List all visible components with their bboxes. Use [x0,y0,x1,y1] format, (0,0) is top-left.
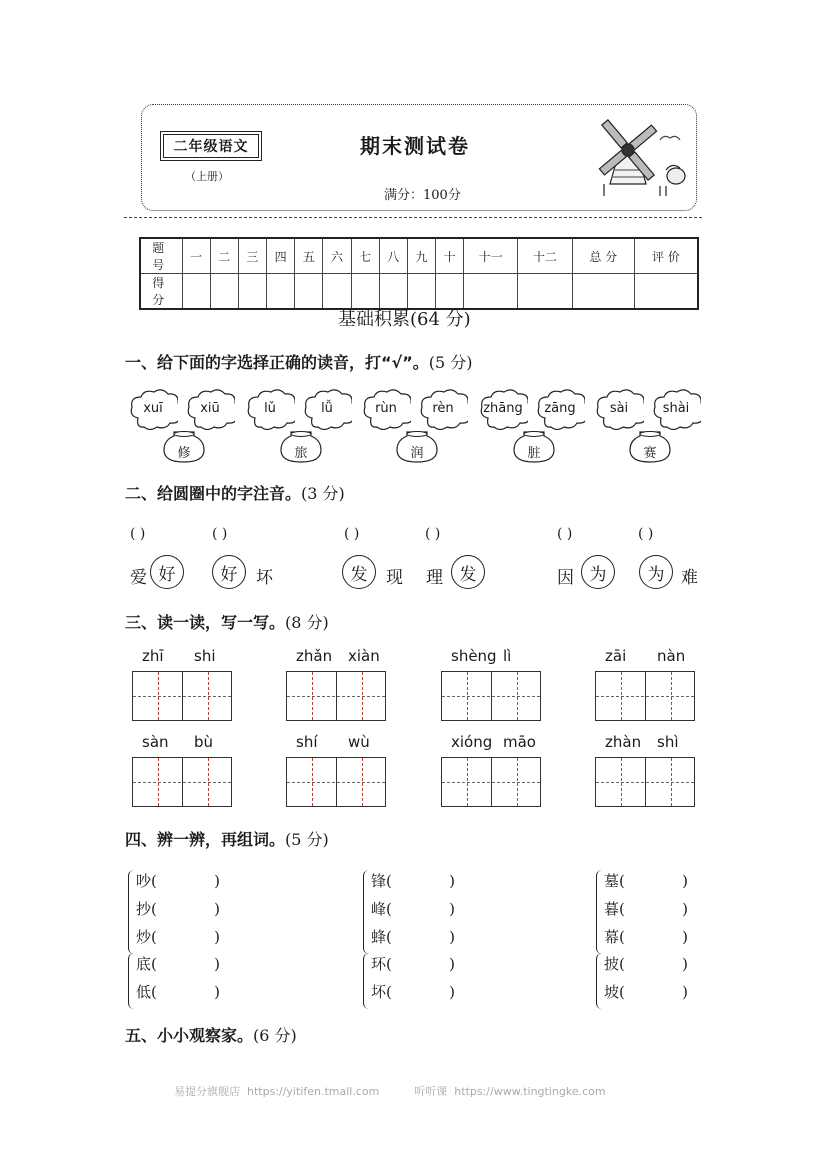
writing-grid[interactable] [286,757,386,807]
pinyin-option-cloud[interactable] [128,388,178,430]
table-header-cell: 二 [210,238,238,274]
table-row [140,274,698,310]
pinyin-syllable: nàn [657,647,686,665]
section5-points: (6 分) [253,1026,297,1045]
pinyin-option-cloud[interactable] [245,388,295,430]
word-formation-item[interactable]: 幕( ) [604,928,688,946]
word-formation-item[interactable]: 吵( ) [136,872,220,890]
word-formation-item[interactable]: 坏( ) [371,983,455,1001]
group-brace [128,953,134,1009]
group-brace [128,870,134,954]
grid-guide [517,672,518,720]
pinyin-option-cloud[interactable] [594,388,644,430]
word-char: 坏 [256,568,273,588]
answer-blank[interactable]: ( ) [344,526,360,542]
pinyin-syllable: shì [657,733,679,751]
circled-char: 发 [451,555,485,589]
table-header-cell: 评 价 [634,238,698,274]
footer-watermark: 易提分旗舰店 https://yitifen.tmall.com 听听课 https://www.tingtingke.com [174,1085,606,1098]
word-formation-item[interactable]: 抄( ) [136,900,220,918]
pinyin-syllable: zhǎn [296,647,333,665]
grid-guide [596,696,694,697]
table-header-cell: 九 [407,238,435,274]
grid-guide [362,672,363,720]
word-formation-item[interactable]: 暮( ) [604,900,688,918]
grid-guide [467,758,468,806]
grid-guide [133,782,231,783]
pinyin-syllable: bù [194,733,214,751]
table-header-cell: 十一 [464,238,518,274]
grid-guide [671,672,672,720]
pinyin-option: lǔ [264,401,276,416]
circled-char: 为 [639,555,673,589]
pinyin-option: xiū [200,401,220,416]
section2-points: (3 分) [301,484,345,503]
word-char: 爱 [130,568,147,588]
score-cell[interactable] [407,274,435,310]
pinyin-syllable: xiàn [348,647,380,665]
score-cell[interactable] [634,274,698,310]
grid-guide [467,672,468,720]
writing-grid[interactable] [441,757,541,807]
score-cell[interactable] [295,274,323,310]
word-formation-item[interactable]: 低( ) [136,983,220,1001]
score-cell[interactable] [379,274,407,310]
target-character: 润 [410,446,424,461]
pinyin-option: rùn [375,401,397,416]
pinyin-syllable: māo [503,733,536,751]
section3-title-text: 三、读一读，写一写。 [125,613,286,632]
circled-char: 为 [581,555,615,589]
grid-guide [671,758,672,806]
score-cell[interactable] [518,274,572,310]
pinyin-option: sài [609,401,629,416]
word-formation-item[interactable]: 坡( ) [604,983,688,1001]
grid-guide [287,696,385,697]
grade-tag [160,131,262,161]
score-cell[interactable] [267,274,295,310]
word-formation-item[interactable]: 墓( ) [604,872,688,890]
score-cell[interactable] [238,274,266,310]
writing-grid[interactable] [286,671,386,721]
circled-char: 好 [150,555,184,589]
volume-label: （上册） [185,170,229,183]
pinyin-syllable: zāi [605,647,627,665]
pinyin-option-cloud[interactable] [478,388,528,430]
character-pot [628,430,672,464]
table-header-cell: 总 分 [572,238,634,274]
answer-blank[interactable]: ( ) [212,526,228,542]
answer-blank[interactable]: ( ) [638,526,654,542]
word-formation-item[interactable]: 炒( ) [136,928,220,946]
word-char: 因 [557,568,574,588]
part-title: 基础积累(64 分) [338,309,471,330]
pinyin-syllable: lì [503,647,512,665]
section5-title-text: 五、小小观察家。 [125,1026,254,1045]
pinyin-syllable: shi [194,647,216,665]
section1-title-text: 一、给下面的字选择正确的读音，打“√”。 [125,353,429,372]
grid-guide [442,696,540,697]
grid-guide [133,696,231,697]
word-formation-item[interactable]: 蜂( ) [371,928,455,946]
word-formation-item[interactable]: 环( ) [371,955,455,973]
pinyin-option: zāng [544,401,576,416]
table-header-cell: 六 [323,238,351,274]
table-header-cell: 三 [238,238,266,274]
character-pot [395,430,439,464]
section2-title-text: 二、给圆圈中的字注音。 [125,484,302,503]
pinyin-option-cloud[interactable] [302,388,352,430]
table-header-cell: 八 [379,238,407,274]
table-header-cell: 四 [267,238,295,274]
grid-guide [208,672,209,720]
character-pot [162,430,206,464]
table-header-cell: 五 [295,238,323,274]
section3-title [125,610,329,633]
target-character: 旅 [294,446,308,461]
pinyin-option-cloud[interactable] [361,388,411,430]
pinyin-option-cloud[interactable] [185,388,235,430]
score-cell[interactable] [323,274,351,310]
grid-guide [158,758,159,806]
windmill-illustration [588,112,692,206]
pinyin-syllable: sàn [142,733,169,751]
pinyin-option: zhāng [483,401,523,416]
word-formation-item[interactable]: 峰( ) [371,900,455,918]
grid-guide [596,782,694,783]
word-formation-item[interactable]: 底( ) [136,955,220,973]
answer-blank[interactable]: ( ) [425,526,441,542]
table-header-cell: 十 [436,238,464,274]
word-formation-item[interactable]: 披( ) [604,955,688,973]
table-row-label: 题 号 [140,238,182,274]
pinyin-option: shài [662,401,690,416]
target-character: 脏 [527,446,541,461]
pinyin-option: rèn [432,401,454,416]
grid-guide [312,672,313,720]
grade-tag-label: 二年级语文 [163,134,259,158]
character-pot [279,430,323,464]
section1-title [125,350,472,373]
section4-title [125,827,329,850]
pinyin-syllable: zhàn [605,733,642,751]
answer-blank[interactable]: ( ) [557,526,573,542]
writing-grid[interactable] [595,757,695,807]
grid-guide [362,758,363,806]
table-header-cell: 一 [182,238,210,274]
score-cell[interactable] [182,274,210,310]
circled-char: 好 [212,555,246,589]
score-cell[interactable] [572,274,634,310]
target-character: 修 [177,446,191,461]
table-header-cell: 七 [351,238,379,274]
writing-grid[interactable] [132,757,232,807]
pinyin-option: lǚ [321,401,333,416]
section5-title [125,1023,297,1046]
grid-guide [312,758,313,806]
pinyin-syllable: wù [348,733,370,751]
grid-guide [442,782,540,783]
pinyin-option-cloud[interactable] [418,388,468,430]
writing-grid[interactable] [132,671,232,721]
pinyin-syllable: zhī [142,647,164,665]
grid-guide [158,672,159,720]
table-row [140,238,698,274]
full-score: 满分：100分 [384,188,461,203]
score-cell[interactable] [464,274,518,310]
score-cell[interactable] [210,274,238,310]
pinyin-syllable: xióng [451,733,493,751]
score-table [139,237,699,310]
group-brace [596,953,602,1009]
section4-points: (5 分) [285,830,329,849]
character-pot [512,430,556,464]
writing-grid[interactable] [441,671,541,721]
word-char: 难 [681,568,698,588]
page-title: 期末测试卷 [360,134,470,158]
pinyin-syllable: shèng [451,647,497,665]
pinyin-syllable: shí [296,733,318,751]
score-cell[interactable] [436,274,464,310]
section1-points: (5 分) [428,353,473,372]
target-character: 赛 [643,446,657,461]
table-row-label: 得 分 [140,274,182,310]
pinyin-option-cloud[interactable] [535,388,585,430]
circled-char: 发 [342,555,376,589]
grid-guide [621,672,622,720]
word-char: 现 [386,568,403,588]
grid-guide [517,758,518,806]
group-brace [363,870,369,954]
table-header-cell: 十二 [518,238,572,274]
answer-blank[interactable]: ( ) [130,526,146,542]
score-cell[interactable] [351,274,379,310]
section3-points: (8 分) [285,613,329,632]
group-brace [596,870,602,954]
grid-guide [287,782,385,783]
group-brace [363,953,369,1009]
pinyin-option: xuī [143,401,163,416]
section2-title [125,481,345,504]
grid-guide [621,758,622,806]
divider [124,217,702,218]
word-formation-item[interactable]: 锋( ) [371,872,455,890]
pinyin-option-cloud[interactable] [651,388,701,430]
writing-grid[interactable] [595,671,695,721]
word-char: 理 [426,568,443,588]
grid-guide [208,758,209,806]
section4-title-text: 四、辨一辨，再组词。 [125,830,286,849]
